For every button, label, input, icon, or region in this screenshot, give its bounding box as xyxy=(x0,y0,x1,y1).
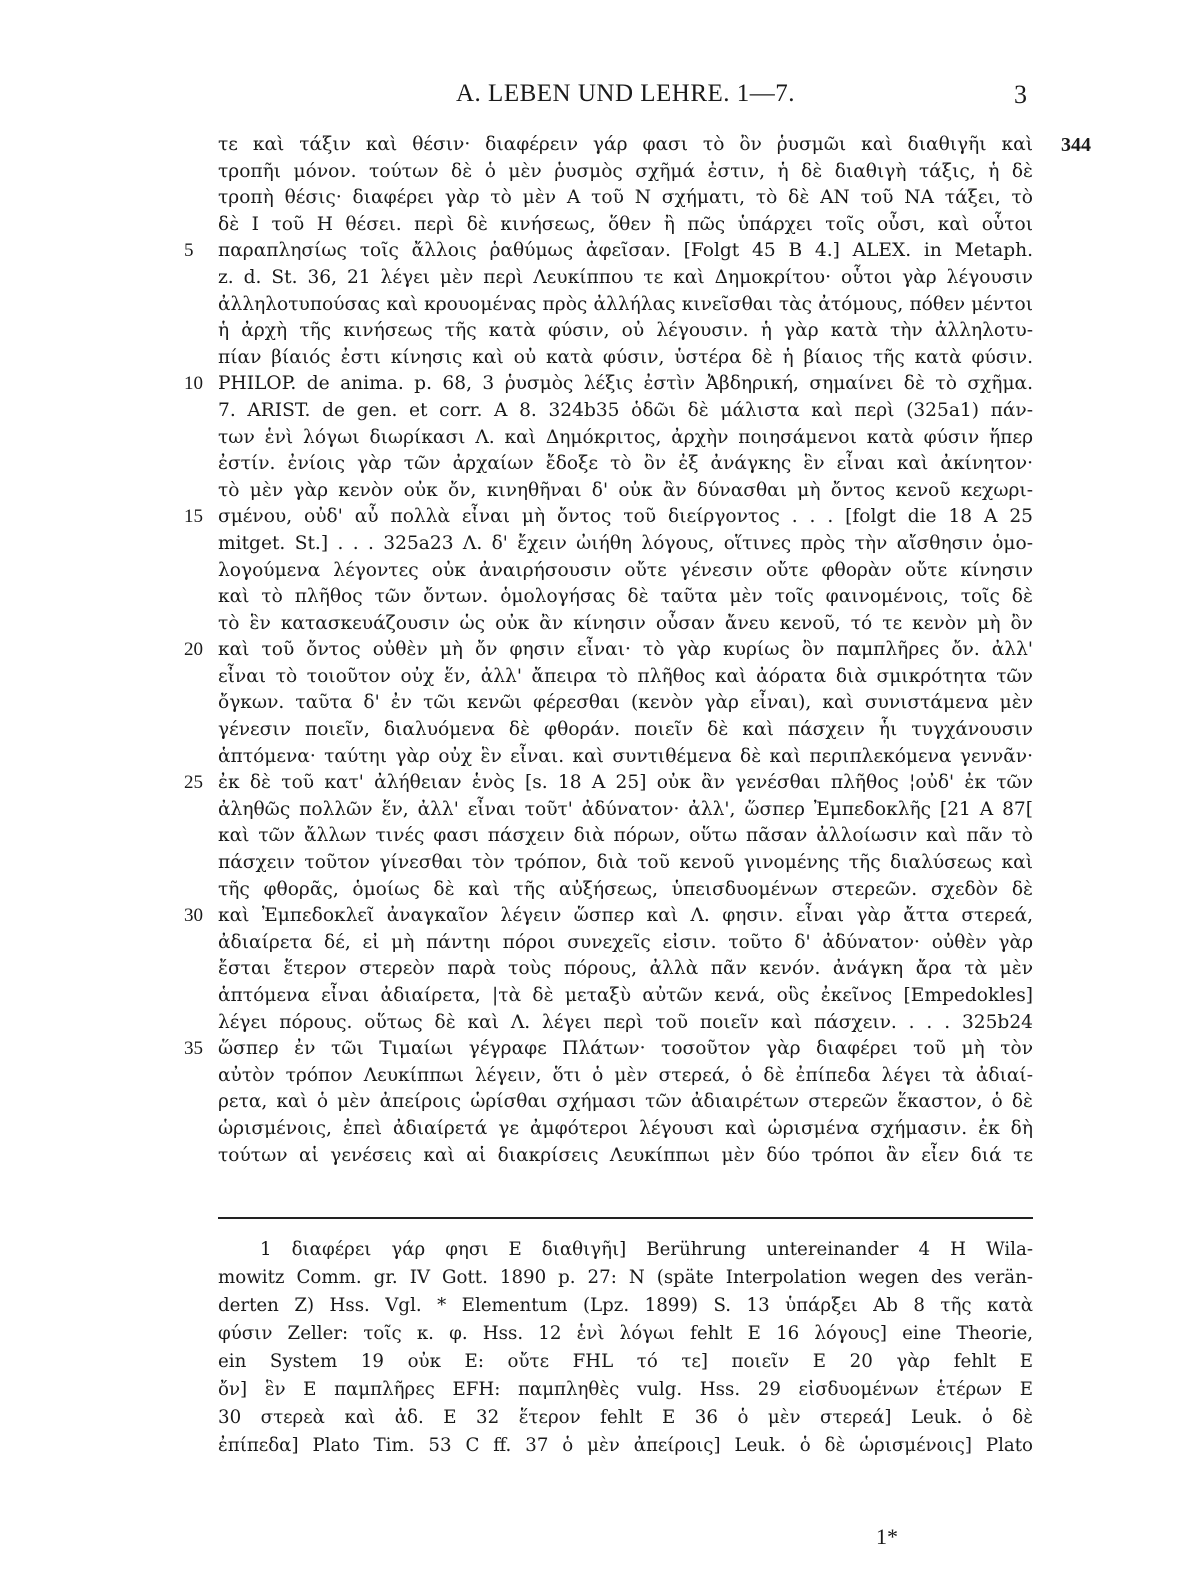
text-line xyxy=(218,956,1033,983)
text-line-content: αὐτὸν τρόπον Λευκίππωι λέγειν, ὅτι ὁ μὲν στερεά, ὁ δὲ ἐπίπεδα λέγει τὰ ἀδιαί- xyxy=(218,1064,1033,1086)
page-number: 3 xyxy=(1014,80,1027,109)
text-line-content: z. d. St. 36, 21 λέγει μὲν περὶ Λευκίππου τε καὶ Δημοκρίτου· οὗτοι γὰρ λέγουσιν xyxy=(218,266,1033,288)
text-line-content: ἀληθῶς πολλῶν ἕν, ἀλλ' εἶναι τοῦτ' ἀδύνατον· ἀλλ', ὥσπερ Ἐμπεδοκλῆς [21 A 87[ xyxy=(218,798,1033,820)
footnote-line: 1 διαφέρει γάρ φησι E διαθιγῆι] Berührung untereinander 4 H Wila- xyxy=(260,1239,1033,1260)
text-line-content: καὶ τῶν ἄλλων τινές φασι πάσχειν διὰ πόρων, οὕτω πᾶσαν ἀλλοίωσιν καὶ πᾶν τὸ xyxy=(218,825,1033,847)
text-line xyxy=(218,983,1033,1010)
footnote-line: ein System 19 οὐκ E: οὔτε FHL τό τε] ποιεῖν E 20 γὰρ fehlt E xyxy=(218,1351,1033,1372)
text-line-content: λέγει πόρους. οὕτως δὲ καὶ Λ. λέγει περὶ τοῦ ποιεῖν καὶ πάσχειν. . . . 325b24 xyxy=(218,1011,1033,1033)
text-line xyxy=(218,1143,1033,1170)
signature-mark: 1* xyxy=(876,1524,898,1549)
text-line xyxy=(218,425,1033,452)
text-line xyxy=(218,797,1033,824)
line-number: 35 xyxy=(184,1038,203,1060)
text-line-content: τὸ μὲν γὰρ κενὸν οὐκ ὄν, κινηθῆναι δ' οὐκ ἂν δύνασθαι μὴ ὄντος κενοῦ κεχωρι- xyxy=(218,479,1033,501)
text-line xyxy=(184,1036,1033,1063)
text-line xyxy=(218,398,1033,425)
line-number: 5 xyxy=(184,240,194,262)
footnote-line: φύσιν Zeller: τοῖς κ. φ. Hss. 12 ἑνὶ λόγωι fehlt E 16 λόγους] eine Theorie, xyxy=(218,1323,1033,1344)
text-line-content: τὸ ἓν κατασκευάζουσιν ὡς οὐκ ἂν κίνησιν οὖσαν ἄνευ κενοῦ, τό τε κενὸν μὴ ὂν xyxy=(218,612,1033,634)
text-line xyxy=(218,1089,1033,1116)
text-line xyxy=(218,1010,1033,1037)
text-line xyxy=(184,238,1033,265)
text-line-content: ὥσπερ ἐν τῶι Τιμαίωι γέγραφε Πλάτων· τοσοῦτον γὰρ διαφέρει τοῦ μὴ τὸν xyxy=(218,1038,1033,1060)
footnote-line: 30 στερεὰ καὶ ἀδ. E 32 ἕτερον fehlt E 36 ὁ μὲν στερεά] Leuk. ὁ δὲ xyxy=(218,1407,1033,1428)
text-line xyxy=(218,690,1033,717)
line-number: 20 xyxy=(184,639,203,661)
footnote-rule xyxy=(218,1217,1033,1219)
text-line xyxy=(184,903,1033,930)
text-line xyxy=(218,292,1033,319)
text-line-content: δὲ Ι τοῦ Η θέσει. περὶ δὲ κινήσεως, ὅθεν ἢ πῶς ὑπάρχει τοῖς οὖσι, καὶ οὗτοι xyxy=(218,213,1033,235)
text-line-content: ἀδιαίρετα δέ, εἰ μὴ πάντηι πόροι συνεχεῖς εἰσιν. τοῦτο δ' ἀδύνατον· οὐθὲν γὰρ xyxy=(218,931,1033,953)
text-line-content: mitget. St.] . . . 325a23 Λ. δ' ἔχειν ὠιήθη λόγους, οἵτινες πρὸς τὴν αἴσθησιν ὁμο- xyxy=(218,532,1033,554)
text-line-content: γένεσιν ποιεῖν, διαλυόμενα δὲ φθοράν. ποιεῖν δὲ καὶ πάσχειν ἧι τυγχάνουσιν xyxy=(218,719,1033,741)
running-head: A. LEBEN UND LEHRE. 1—7. xyxy=(456,80,796,107)
margin-number: 344 xyxy=(1061,134,1091,156)
text-line-content: καὶ τοῦ ὄντος οὐθὲν μὴ ὄν φησιν εἶναι· τὸ γὰρ κυρίως ὂν παμπλῆρες ὄν. ἀλλ' xyxy=(218,639,1033,661)
text-line xyxy=(218,664,1033,691)
text-line-content: παραπλησίως τοῖς ἄλλοις ῥαθύμως ἀφεῖσαν. [Folgt 45 B 4.] ALEX. in Metaph. xyxy=(218,240,1033,262)
footnote-line: derten Z) Hss. Vgl. * Elementum (Lpz. 1899) S. 13 ὑπάρξει Ab 8 τῆς κατὰ xyxy=(218,1295,1033,1316)
text-line-content: πάσχειν τοῦτον γίνεσθαι τὸν τρόπον, διὰ τοῦ κενοῦ γινομένης τῆς διαλύσεως καὶ xyxy=(218,852,1033,874)
text-line-content: σμένου, οὐδ' αὖ πολλὰ εἶναι μὴ ὄντος τοῦ διείργοντος . . . [folgt die 18 A 25 xyxy=(218,506,1033,528)
text-line xyxy=(218,1116,1033,1143)
text-line xyxy=(184,504,1033,531)
main-text-block xyxy=(184,132,1091,1169)
line-number: 25 xyxy=(184,772,203,794)
text-line xyxy=(218,132,1091,159)
text-line xyxy=(218,823,1033,850)
text-line-content: τροπῆι μόνον. τούτων δὲ ὁ μὲν ῥυσμὸς σχῆμά ἐστιν, ἡ δὲ διαθιγὴ τάξις, ἡ δὲ xyxy=(218,160,1033,182)
text-line xyxy=(218,451,1033,478)
text-line-content: ἐστίν. ἐνίοις γὰρ τῶν ἀρχαίων ἔδοξε τὸ ὂν ἐξ ἀνάγκης ἓν εἶναι καὶ ἀκίνητον· xyxy=(218,453,1033,475)
text-line-content: εἶναι τὸ τοιοῦτον οὐχ ἕν, ἀλλ' ἄπειρα τὸ πλῆθος καὶ ἀόρατα διὰ σμικρότητα τῶν xyxy=(218,665,1033,687)
line-number: 15 xyxy=(184,506,203,528)
text-line-content: PHILOP. de anima. p. 68, 3 ῥυσμὸς λέξις ἐστὶν Ἀβδηρική, σημαίνει δὲ τὸ σχῆμα. xyxy=(218,373,1033,395)
text-line-content: ὄγκων. ταῦτα δ' ἐν τῶι κενῶι φέρεσθαι (κενὸν γὰρ εἶναι), καὶ συνιστάμενα μὲν xyxy=(218,692,1033,714)
text-line-content: ἀλληλοτυπούσας καὶ κρουομένας πρὸς ἀλλήλας κινεῖσθαι τὰς ἀτόμους, πόθεν μέντοι xyxy=(218,293,1033,315)
text-line-content: τῆς φθορᾶς, ὁμοίως δὲ καὶ τῆς αὐξήσεως, ὑπεισδυομένων στερεῶν. σχεδὸν δὲ xyxy=(218,878,1033,900)
text-line xyxy=(218,478,1033,505)
text-line-content: ἡ ἀρχὴ τῆς κινήσεως τῆς κατὰ φύσιν, οὐ λέγουσιν. ἡ γὰρ κατὰ τὴν ἀλληλοτυ- xyxy=(218,320,1033,342)
text-line-content: καὶ Ἐμπεδοκλεῖ ἀναγκαῖον λέγειν ὥσπερ καὶ Λ. φησιν. εἶναι γὰρ ἄττα στερεά, xyxy=(218,905,1033,927)
text-line xyxy=(218,611,1033,638)
text-line-content: ἁπτόμενα· ταύτηι γὰρ οὐχ ἓν εἶναι. καὶ συντιθέμενα δὲ καὶ περιπλεκόμενα γεννᾶν· xyxy=(218,745,1033,767)
text-line xyxy=(218,345,1033,372)
text-line xyxy=(218,1063,1033,1090)
text-line-content: καὶ τὸ πλῆθος τῶν ὄντων. ὁμολογήσας δὲ ταῦτα μὲν τοῖς φαινομένοις, τοῖς δὲ xyxy=(218,586,1033,608)
footnote-line: ὄν] ἓν E παμπλῆρες EFH: παμπληθὲς vulg. Hss. 29 εἰσδυομένων ἑτέρων E xyxy=(218,1379,1033,1400)
text-line xyxy=(184,637,1033,664)
text-line-content: τροπὴ θέσις· διαφέρει γὰρ τὸ μὲν Α τοῦ Ν σχήματι, τὸ δὲ ΑΝ τοῦ ΝΑ τάξει, τὸ xyxy=(218,187,1033,209)
text-line xyxy=(218,877,1033,904)
text-line xyxy=(218,318,1033,345)
text-line xyxy=(218,584,1033,611)
text-line-content: λογούμενα λέγοντες οὐκ ἀναιρήσουσιν οὔτε γένεσιν οὔτε φθορὰν οὔτε κίνησιν xyxy=(218,559,1033,581)
text-line-content: 7. ARIST. de gen. et corr. A 8. 324b35 ὁδῶι δὲ μάλιστα καὶ περὶ (325a1) πάν- xyxy=(218,399,1033,421)
text-line xyxy=(218,558,1033,585)
text-line xyxy=(218,930,1033,957)
text-line-content: πίαν βίαιός ἐστι κίνησις καὶ οὐ κατὰ φύσιν, ὑστέρα δὲ ἡ βίαιος τῆς κατὰ φύσιν. xyxy=(218,346,1033,368)
footnote-line: ἐπίπεδα] Plato Tim. 53 C ff. 37 ὁ μὲν ἀπείροις] Leuk. ὁ δὲ ὡρισμένοις] Plato xyxy=(218,1435,1033,1456)
text-line xyxy=(218,159,1033,186)
text-line-content: ἁπτόμενα εἶναι ἀδιαίρετα, |τὰ δὲ μεταξὺ αὐτῶν κενά, οὓς ἐκεῖνος [Empedokles] xyxy=(218,985,1033,1006)
line-number: 10 xyxy=(184,373,203,395)
text-line xyxy=(218,212,1033,239)
text-line xyxy=(218,185,1033,212)
text-line-content: των ἑνὶ λόγωι διωρίκασι Λ. καὶ Δημόκριτος, ἀρχὴν ποιησάμενοι κατὰ φύσιν ἥπερ xyxy=(218,426,1033,448)
text-line xyxy=(184,770,1033,797)
text-line xyxy=(184,371,1033,398)
text-line xyxy=(218,744,1033,771)
text-line xyxy=(218,717,1033,744)
footnote-line: mowitz Comm. gr. IV Gott. 1890 p. 27: N (späte Interpolation wegen des verän- xyxy=(218,1267,1033,1288)
page-header xyxy=(0,80,1191,120)
line-number: 30 xyxy=(184,905,203,927)
text-line-content: ἐκ δὲ τοῦ κατ' ἀλήθειαν ἑνὸς [s. 18 A 25] οὐκ ἂν γενέσθαι πλῆθος ¦οὐδ' ἐκ τῶν xyxy=(218,772,1033,794)
text-line-content: ρετα, καὶ ὁ μὲν ἀπείροις ὡρίσθαι σχήμασι τῶν ἀδιαιρέτων στερεῶν ἕκαστον, ὁ δὲ xyxy=(218,1091,1033,1113)
text-line-content: ὡρισμένοις, ἐπεὶ ἀδιαίρετά γε ἀμφότεροι λέγουσι καὶ ὡρισμένα σχήμασιν. ἐκ δὴ xyxy=(218,1117,1033,1139)
text-line-content: ἔσται ἕτερον στερεὸν παρὰ τοὺς πόρους, ἀλλὰ πᾶν κενόν. ἀνάγκη ἄρα τὰ μὲν xyxy=(218,958,1033,980)
text-line xyxy=(218,265,1033,292)
text-line xyxy=(218,531,1033,558)
footnotes-block xyxy=(218,1236,1033,1460)
text-line-content: τε καὶ τάξιν καὶ θέσιν· διαφέρειν γάρ φασι τὸ ὂν ῥυσμῶι καὶ διαθιγῆι καὶ xyxy=(218,134,1033,155)
text-line-content: τούτων αἱ γενέσεις καὶ αἱ διακρίσεις Λευκίππωι μὲν δύο τρόποι ἂν εἶεν διά τε xyxy=(218,1144,1033,1166)
text-line xyxy=(218,850,1033,877)
